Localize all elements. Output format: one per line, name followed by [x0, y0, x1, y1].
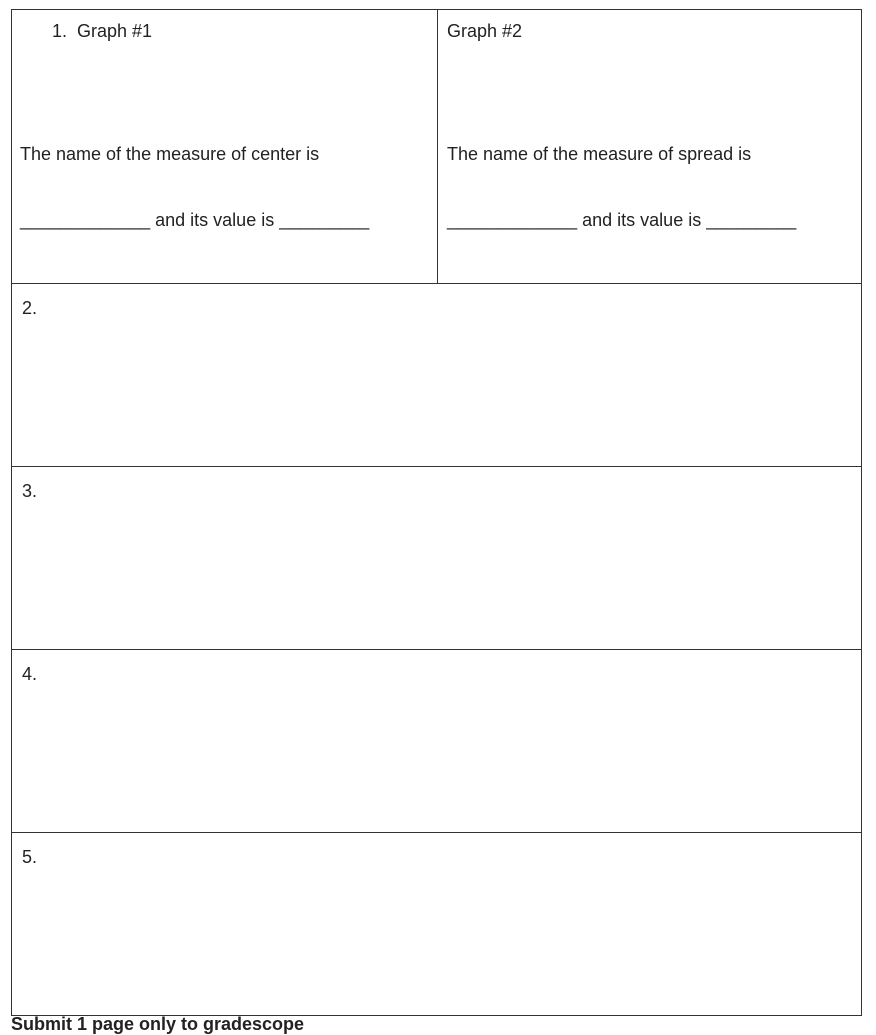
question-1-number: 1. [52, 21, 68, 41]
question-2-row [12, 284, 862, 467]
question-3-number: 3. [22, 481, 38, 501]
question-4-cell [12, 650, 862, 833]
question-3-row [12, 467, 862, 650]
question-1-row [12, 10, 862, 284]
spread-prompt [447, 99, 796, 275]
graph-2-cell [438, 10, 862, 284]
center-prompt-line2: _____________ and its value is _________ [20, 210, 370, 230]
graph-2-title: Graph #2 [447, 21, 523, 41]
center-prompt [20, 99, 369, 275]
spread-prompt-line2: _____________ and its value is _________ [447, 210, 797, 230]
question-4-row [12, 650, 862, 833]
question-5-row [12, 833, 862, 1016]
question-2-cell [12, 284, 862, 467]
answer-sheet-table [11, 9, 862, 1016]
spread-prompt-line1: The name of the measure of spread is [447, 144, 752, 164]
question-3-cell [12, 467, 862, 650]
graph-1-cell [12, 10, 438, 284]
question-5-cell [12, 833, 862, 1016]
submit-instruction: Submit 1 page only to gradescope [11, 1014, 305, 1034]
center-prompt-line1: The name of the measure of center is [20, 144, 320, 164]
question-2-number: 2. [22, 298, 38, 318]
question-4-number: 4. [22, 664, 38, 684]
graph-1-label: Graph #1 [77, 21, 153, 41]
graph-1-title [52, 21, 152, 42]
question-5-number: 5. [22, 847, 38, 867]
